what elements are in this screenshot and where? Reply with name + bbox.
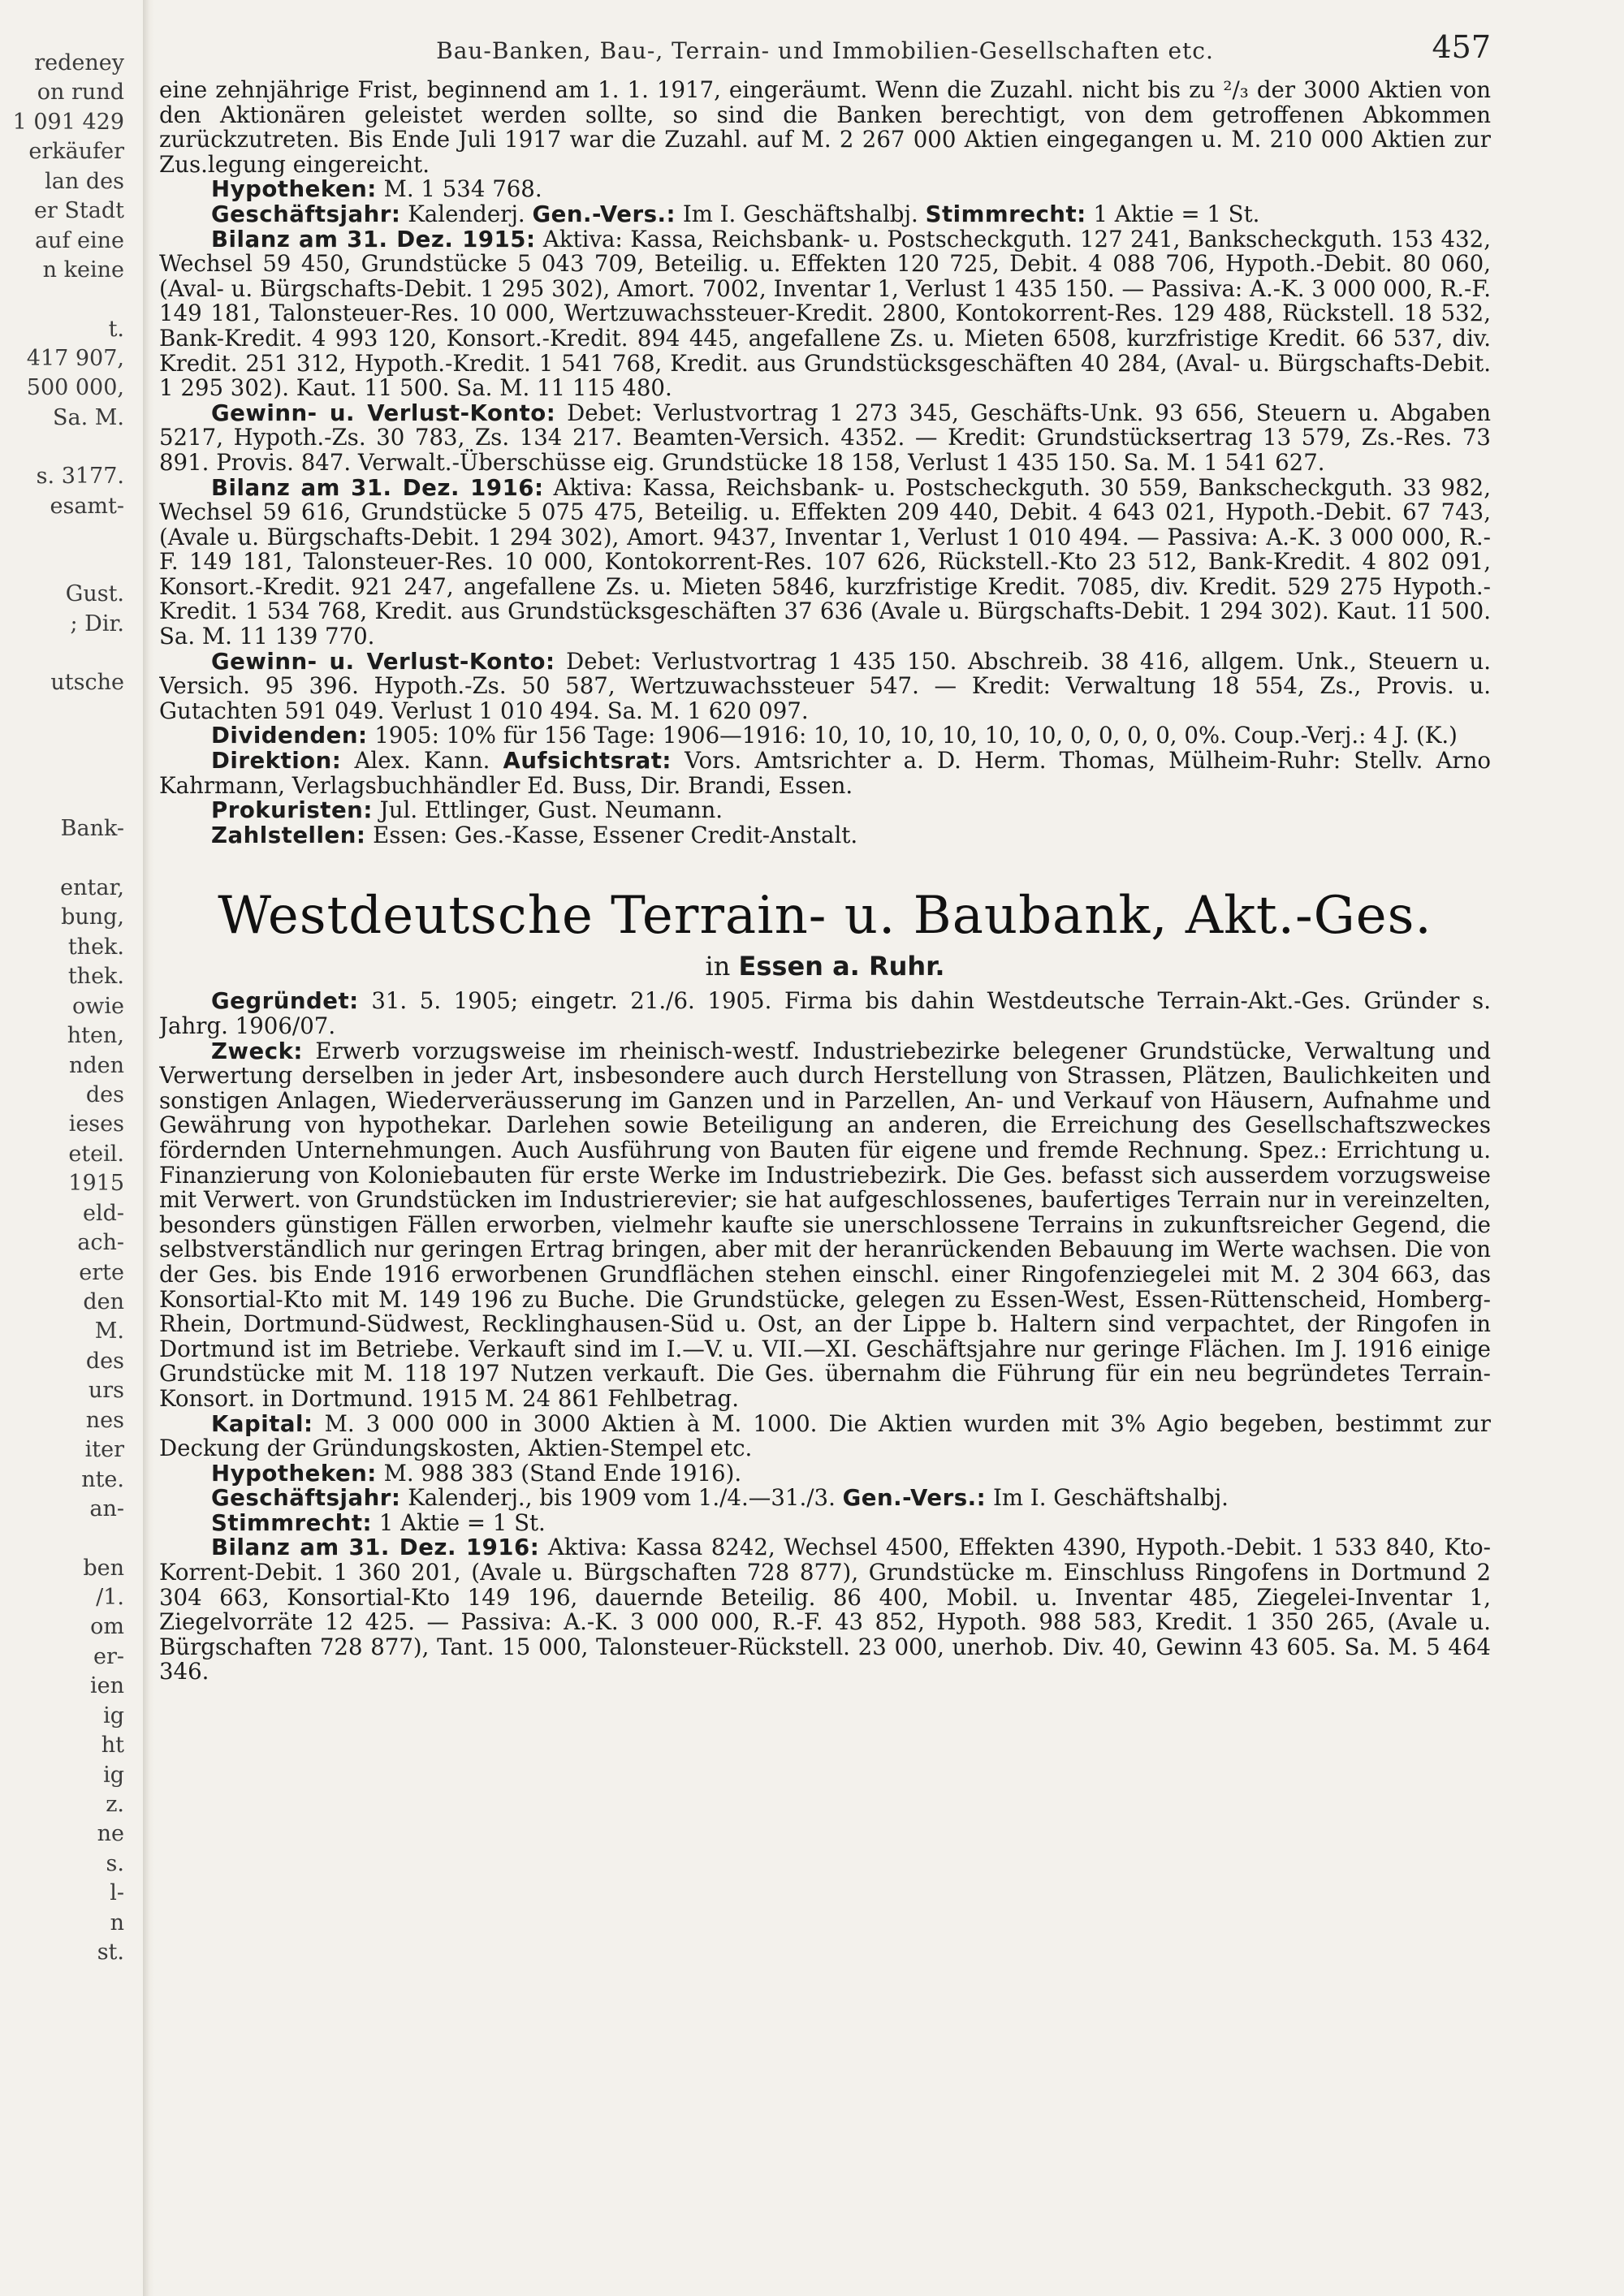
- running-title: Bau-Banken, Bau-, Terrain- und Immobilien-Gesellschaften etc.: [436, 37, 1214, 64]
- margin-fragment: urs: [88, 1378, 124, 1404]
- margin-fragment: 1 091 429: [12, 109, 124, 135]
- company1-guv-1915: [159, 401, 1491, 476]
- company1-hypotheken: [159, 177, 1491, 202]
- company1-direktion: [159, 749, 1491, 798]
- margin-fragment: s. 3177.: [36, 464, 124, 490]
- margin-fragment: [0, 785, 142, 814]
- label-guv-1915: Gewinn- u. Verlust-Konto:: [211, 399, 556, 426]
- margin-fragment: [0, 727, 142, 756]
- margin-fragment: [0, 697, 142, 727]
- margin-fragment: ht: [101, 1733, 124, 1759]
- margin-fragment: bung,: [61, 904, 124, 930]
- value-aufsichtsrat: Vors. Amtsrichter a. D. Herm. Thomas, Mülheim-Ruhr: Stellv. Arno Kahrmann, Verlagsbuchhändler Ed. Buss, Dir. Brandi, Essen.: [159, 747, 1491, 799]
- margin-fragment: nte.: [81, 1466, 124, 1492]
- label-bilanz-1916-2: Bilanz am 31. Dez. 1916:: [211, 1534, 540, 1561]
- margin-fragment: eteil.: [68, 1141, 124, 1167]
- margin-fragment: an-: [89, 1496, 124, 1522]
- value-direktion: Alex. Kann.: [354, 747, 490, 775]
- label-dividenden: Dividenden:: [211, 722, 368, 749]
- margin-fragment: ben: [83, 1555, 124, 1581]
- value-bilanz-1916: Aktiva: Kassa, Reichsbank- u. Postscheckguth. 30 559, Bankscheckguth. 33 982, Wechsel 59 616, Grundstücke 5 075 475, Beteilig. u. Effekten 209 440, Debit. 4 643 021, Hypoth.-Debit. 67 743, (Avale u. Bürgschafts-Debit. 1 294 302), Amort. 9437, Inventar 1, Verlust 1 010 494. — Passiva: A.-K. 3 000 000, R.-F. 149 181, Talonsteuer-Res. 10 000, Kontokorrent-Res. 107 626, Rückstell.-Kto 23 512, Bank-Kredit. 4 802 091, Konsort.-Kredit. 921 247, angefallene Zs. u. Mieten 5846, kurzfristige Kredit. 7085, div. Kredit. 529 275 Hypoth.-Kredit. 1 534 768, Kredit. aus Grundstücksgeschäften 37 636 (Avale u. Bürgschafts-Debit. 1 294 302). Kaut. 11 500. Sa. M. 11 139 770.: [159, 473, 1491, 650]
- margin-fragment: er Stadt: [33, 198, 124, 224]
- margin-fragment: n: [110, 1910, 124, 1936]
- margin-fragment: ne: [97, 1821, 124, 1847]
- margin-fragment: st.: [97, 1940, 124, 1966]
- company1-prokuristen: [159, 798, 1491, 823]
- value-prokuristen: Jul. Ettlinger, Gust. Neumann.: [379, 796, 723, 824]
- margin-fragment: t.: [108, 316, 124, 342]
- label-hypotheken: Hypotheken:: [211, 175, 377, 203]
- company2-kapital: [159, 1409, 1491, 1462]
- margin-fragment: [0, 433, 142, 462]
- value-stimmrecht: 1 Aktie = 1 St.: [1093, 200, 1260, 227]
- label-aufsichtsrat: Aufsichtsrat:: [503, 747, 672, 775]
- margin-fragment: s.: [106, 1850, 124, 1876]
- label-gen-vers-2: Gen.-Vers.:: [842, 1484, 987, 1512]
- margin-fragment: esamt-: [50, 493, 124, 519]
- company1-bilanz-1916: [159, 473, 1491, 650]
- value-kapital: M. 3 000 000 in 3000 Aktien à M. 1000. Die Aktien wurden mit 3% Agio begeben, bestimmt zur Deckung der Gründungskosten, Aktien-Stempel etc.: [159, 1409, 1491, 1462]
- label-geschaeftsjahr-2: Geschäftsjahr:: [211, 1484, 401, 1512]
- book-page: [159, 24, 1491, 2281]
- margin-fragment: Bank-: [60, 816, 124, 842]
- margin-fragment: iter: [84, 1437, 124, 1463]
- margin-fragment: ieses: [68, 1111, 124, 1137]
- value-zweck: Erwerb vorzugsweise im rheinisch-westf. Industriebezirke belegener Grundstücke, Verwaltung und Verwertung derselben in jeder Art, insbesondere auch durch Herstellung von Strassen, Plätzen, Baulichkeiten und sonstigen Anlagen, Wiederveräusserung im Ganzen und in Parzellen, An- und Verkauf von Häusern, Aufnahme und Gewährung von hypothekar. Darlehen sowie Beteiligung an anderen, die Erreichung des Gesellschaftszweckes fördernden Unternehmungen. Auch Ausführung von Bauten für eigene und fremde Rechnung. Spez.: Errichtung u. Finanzierung von Koloniebauten für erste Werke im Industriebezirk. Die Ges. befasst sich ausserdem vorzugsweise mit Verwert. von Grundstücken im Industrierevier; sie hat aufgeschlossenes, baufertiges Terrain nur in vereinzelten, besonders günstigen Fällen erworben, vielmehr kaufte sie unerschlossene Terrains in zukunftsreicher Gegend, die selbstverständlich nur geringen Ertrag bringen, aber mit der heranrückenden Bebauung im Werte wachsen. Die von der Ges. bis Ende 1916 erworbenen Grundflächen stehen einschl. einer Ringofenziegelei mit M. 2 304 663, das Konsortial-Kto mit M. 149 196 zu Buche. Die Grundstücke, gelegen zu Essen-West, Essen-Rüttenscheid, Homberg-Rhein, Dortmund-Südwest, Recklinghausen-Süd u. Ost, an der Lippe b. Haltern sind verpachtet, der Ringofen in Dortmund ist im Betriebe. Verkauft sind im I.—V. u. VII.—XI. Geschäftsjahre nur geringe Flächen. Im J. 1916 einige Grundstücke mit M. 118 197 Nutzen verkauft. Die Ges. übernahm die Führung für ein neu begründetes Terrain-Konsort. in Dortmund. 1915 M. 24 861 Fehlbetrag.: [159, 1037, 1491, 1412]
- margin-fragment: nden: [68, 1052, 124, 1078]
- label-prokuristen: Prokuristen:: [211, 796, 373, 824]
- margin-fragment: 500 000,: [26, 375, 124, 401]
- margin-fragment: z.: [106, 1792, 124, 1817]
- company1-zahlstellen: [159, 823, 1491, 848]
- margin-fragment: ; Dir.: [70, 611, 124, 637]
- label-stimmrecht-2: Stimmrecht:: [211, 1508, 373, 1536]
- margin-fragment: M.: [94, 1318, 124, 1344]
- running-header: [159, 24, 1491, 78]
- margin-fragment: [0, 844, 142, 874]
- margin-fragment: lan des: [45, 168, 124, 194]
- location-name: Essen a. Ruhr.: [738, 951, 945, 982]
- margin-fragment: erkäufer: [28, 139, 124, 165]
- margin-fragment: /1.: [96, 1584, 124, 1610]
- label-stimmrecht: Stimmrecht:: [925, 200, 1086, 227]
- company2-bilanz-1916: [159, 1535, 1491, 1685]
- value-hypotheken-2: M. 988 383 (Stand Ende 1916).: [383, 1459, 742, 1487]
- margin-fragment: om: [90, 1614, 124, 1640]
- value-hypotheken: M. 1 534 768.: [383, 175, 542, 203]
- company1-guv-1916: [159, 647, 1491, 724]
- location-prefix: in: [705, 951, 731, 982]
- value-geschaeftsjahr: Kalenderj.: [408, 200, 525, 227]
- margin-fragment: eld-: [82, 1200, 124, 1226]
- margin-fragment: ig: [103, 1703, 124, 1728]
- value-gegruendet: 31. 5. 1905; eingetr. 21./6. 1905. Firma bis dahin Westdeutsche Terrain-Akt.-Ges. Gründer s. Jahrg. 1906/07.: [159, 987, 1491, 1039]
- value-bilanz-1915: Aktiva: Kassa, Reichsbank- u. Postscheckguth. 127 241, Bankscheckguth. 153 432, Wechsel 59 450, Grundstücke 5 043 709, Beteilig. u. Effekten 120 725, Debit. 4 088 706, Hypoth.-Debit. 80 060, (Aval- u. Bürgschafts-Debit. 1 295 302), Amort. 7002, Inventar 1, Verlust 1 435 150. — Passiva: A.-K. 3 000 000, R.-F. 149 181, Talonsteuer-Res. 10 000, Wertzuwachssteuer-Kredit. 2800, Kontokorrent-Res. 129 488, Rückstell. 18 532, Bank-Kredit. 4 993 120, Konsort.-Kredit. 894 445, angefallene Zs. u. Mieten 6508, kurzfristige Kredit. 66 537, div. Kredit. 251 312, Hypoth.-Kredit. 1 541 768, Kredit. aus Grundstücksgeschäften 40 284, (Aval- u. Bürgschafts-Debit. 1 295 302). Kaut. 11 500. Sa. M. 11 115 480.: [159, 225, 1491, 402]
- value-zahlstellen: Essen: Ges.-Kasse, Essener Credit-Anstalt.: [373, 821, 858, 848]
- margin-fragment: ien: [89, 1673, 124, 1699]
- company1-dividenden: [159, 723, 1491, 749]
- value-dividenden: 1905: 10% für 156 Tage: 1906—1916: 10, 10, 10, 10, 10, 10, 0, 0, 0, 0, 0%. Coup.-Verj.: 4 J. (K.): [374, 722, 1458, 749]
- margin-fragment: [0, 1525, 142, 1554]
- margin-fragment: ach-: [77, 1230, 124, 1256]
- label-bilanz-1915: Bilanz am 31. Dez. 1915:: [211, 225, 536, 252]
- label-gegruendet: Gegründet:: [211, 987, 359, 1015]
- margin-fragment: 417 907,: [26, 345, 124, 371]
- margin-fragment: des: [85, 1348, 124, 1374]
- margin-fragment: on rund: [37, 80, 124, 106]
- company2-gegruendet: [159, 989, 1491, 1038]
- page-fold-shadow: [143, 0, 154, 2296]
- value-guv-1915: Debet: Verlustvortrag 1 273 345, Geschäfts-Unk. 93 656, Steuern u. Abgaben 5217, Hypoth.-Zs. 30 783, Zs. 134 217. Beamten-Versich. 4352. — Kredit: Grundstücksertrag 13 579, Zs.-Res. 73 891. Provis. 847. Verwalt.-Überschüsse eig. Grundstücke 18 158, Verlust 1 435 150. Sa. M. 1 541 627.: [159, 399, 1491, 476]
- margin-fragment: Gust.: [65, 581, 124, 607]
- margin-fragment: redeney: [34, 50, 124, 76]
- margin-fragment: utsche: [50, 670, 124, 695]
- margin-fragment: Sa. M.: [53, 404, 124, 430]
- margin-fragment: l-: [110, 1880, 124, 1906]
- margin-fragment: [0, 639, 142, 668]
- label-kapital: Kapital:: [211, 1409, 313, 1437]
- margin-fragment: [0, 521, 142, 550]
- margin-fragment: er-: [93, 1643, 124, 1669]
- value-guv-1916: Debet: Verlustvortrag 1 435 150. Abschreib. 38 416, allgem. Unk., Steuern u. Versich. 95 396. Hypoth.-Zs. 50 587, Wertzuwachssteuer 547. — Kredit: Verwaltung 18 554, Zs., Provis. u. Gutachten 591 049. Verlust 1 010 494. Sa. M. 1 620 097.: [159, 647, 1491, 724]
- company2-stimmrecht: [159, 1508, 1491, 1536]
- page-number: 457: [1432, 29, 1491, 65]
- margin-fragment: 1915: [68, 1171, 124, 1197]
- margin-fragment: thek.: [67, 964, 124, 990]
- label-zahlstellen: Zahlstellen:: [211, 821, 366, 848]
- value-geschaeftsjahr-2: Kalenderj., bis 1909 vom 1./4.—31./3.: [408, 1484, 836, 1512]
- margin-fragment: thek.: [67, 934, 124, 960]
- company2-geschaeftsjahr-line: [159, 1486, 1491, 1511]
- margin-fragment: des: [85, 1081, 124, 1107]
- label-geschaeftsjahr: Geschäftsjahr:: [211, 200, 401, 227]
- value-gen-vers: Im I. Geschäftshalbj.: [682, 200, 918, 227]
- label-direktion: Direktion:: [211, 747, 342, 775]
- company1-bilanz-1915: [159, 227, 1491, 401]
- margin-fragment: [0, 286, 142, 315]
- margin-fragment: [0, 756, 142, 785]
- value-bilanz-1916-2: Aktiva: Kassa 8242, Wechsel 4500, Effekten 4390, Hypoth.-Debit. 1 533 840, Kto-Korrent-Debit. 1 360 201, (Avale u. Bürgschaften 728 877), Grundstücke m. Einschluss Ringofens in Dortmund 2 304 663, Konsortial-Kto 149 196, dauernde Beteilig. 86 400, Mobil. u. Inventar 485, Ziegelei-Inventar 1, Ziegelvorräte 12 425. — Passiva: A.-K. 3 000 000, R.-F. 43 852, Hypoth. 988 583, Kredit. 1 350 265, (Avale u. Bürgschaften 728 877), Tant. 15 000, Talonsteuer-Rückstell. 23 000, unerhob. Div. 40, Gewinn 43 605. Sa. M. 5 464 346.: [159, 1534, 1491, 1685]
- company2-location: [159, 948, 1491, 984]
- margin-fragment: nes: [85, 1407, 124, 1433]
- label-gen-vers: Gen.-Vers.:: [532, 200, 676, 227]
- margin-fragment: ig: [103, 1762, 124, 1788]
- label-zweck: Zweck:: [211, 1037, 303, 1064]
- value-stimmrecht-2: 1 Aktie = 1 St.: [378, 1508, 546, 1536]
- company2-title: Westdeutsche Terrain- u. Baubank, Akt.-Ges.: [218, 886, 1432, 947]
- label-hypotheken-2: Hypotheken:: [211, 1459, 377, 1487]
- margin-fragment: n keine: [42, 257, 124, 283]
- company2-zweck: [159, 1039, 1491, 1412]
- margin-fragment: auf eine: [34, 227, 124, 253]
- left-margin-column: [0, 49, 142, 2273]
- margin-fragment: erte: [79, 1259, 124, 1285]
- label-bilanz-1916: Bilanz am 31. Dez. 1916:: [211, 473, 544, 501]
- company1-geschaeftsjahr-line: [159, 202, 1491, 227]
- margin-fragment: den: [83, 1289, 124, 1314]
- label-guv-1916: Gewinn- u. Verlust-Konto:: [211, 647, 555, 675]
- margin-fragment: hten,: [67, 1023, 124, 1049]
- company1-intro: eine zehnjährige Frist, beginnend am 1. 1. 1917, eingeräumt. Wenn die Zuzahl. nicht bis zu ²/₃ der 3000 Aktien von den Aktionären geleistet werden sollte, so sind die Banken berechtigt, von dem getroffenen Abkommen zurückzutreten. Bis Ende Juli 1917 war die Zuzahl. auf M. 2 267 000 Aktien eingegangen u. M. 210 000 Aktien zur Zus.legung eingereicht.: [159, 76, 1491, 178]
- company2-hypotheken: [159, 1461, 1491, 1487]
- margin-fragment: owie: [72, 993, 124, 1019]
- margin-fragment: [0, 550, 142, 580]
- value-gen-vers-2: Im I. Geschäftshalbj.: [992, 1484, 1229, 1512]
- margin-fragment: entar,: [60, 874, 124, 900]
